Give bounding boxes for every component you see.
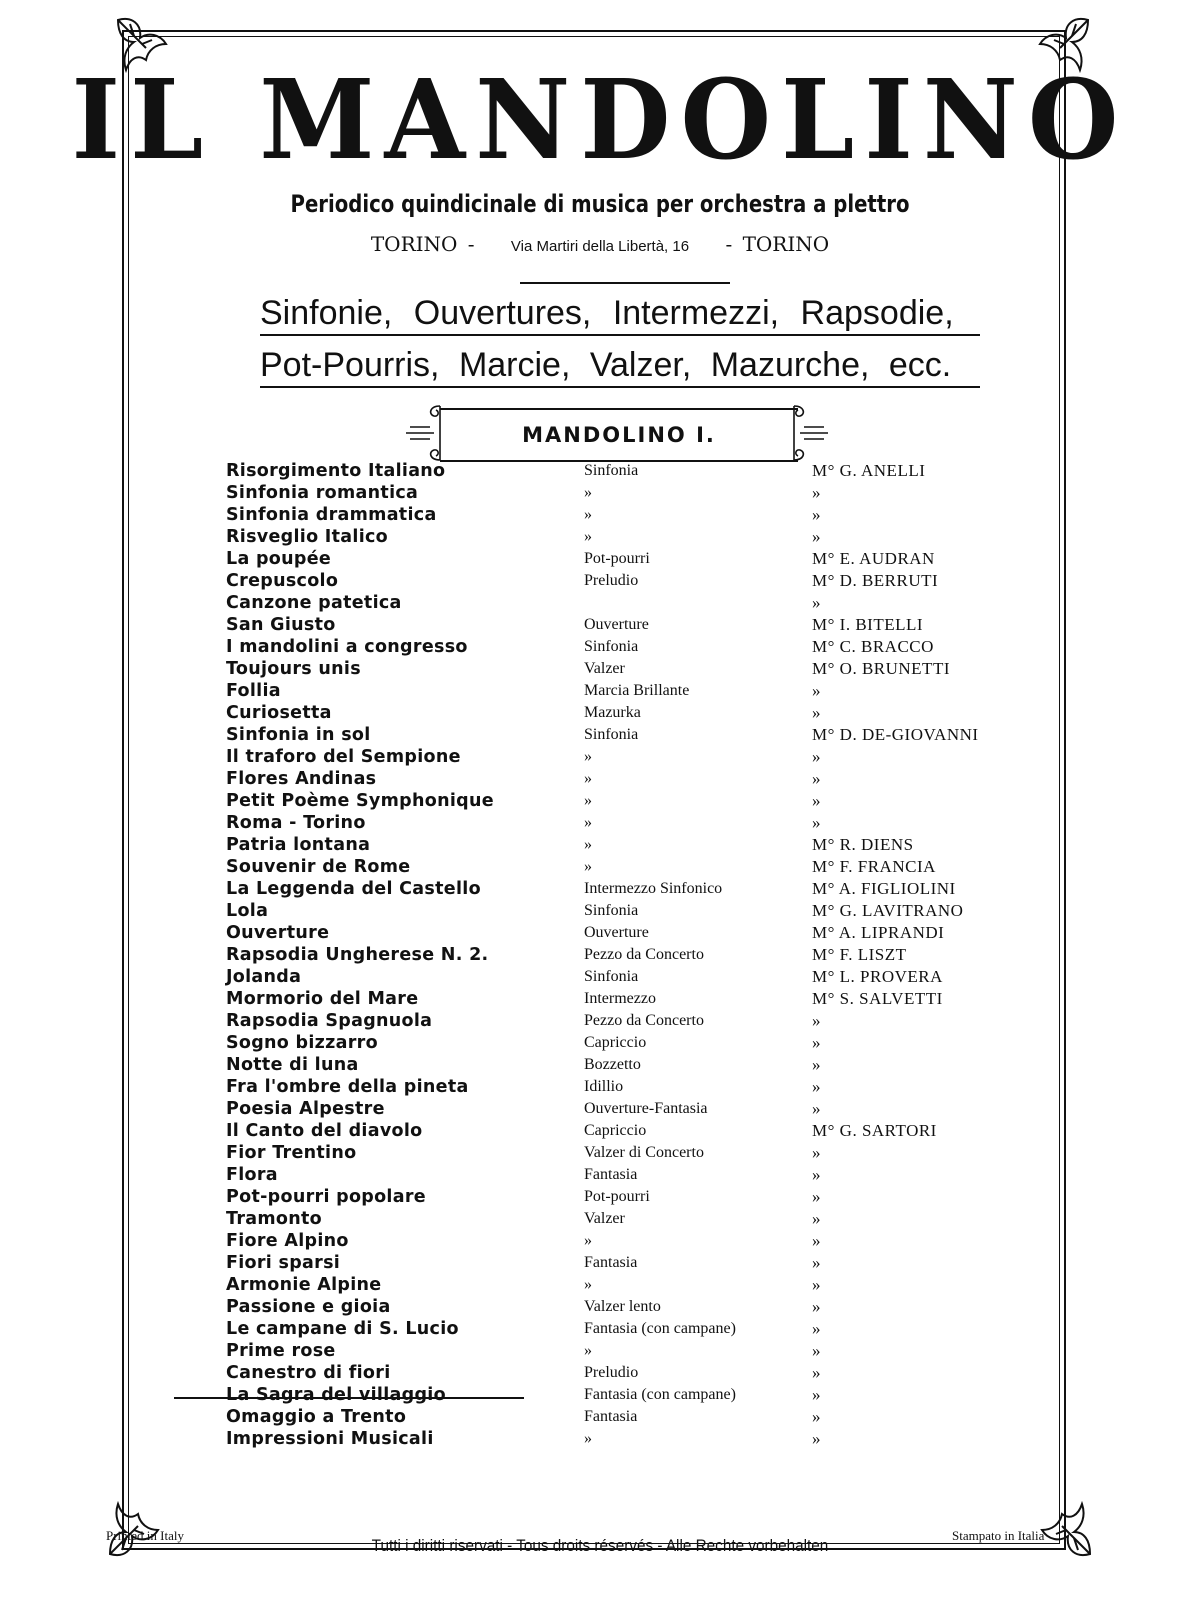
piece-title: Follia bbox=[226, 681, 281, 701]
piece-form: » bbox=[584, 506, 592, 523]
divider bbox=[520, 282, 730, 284]
catalog-row bbox=[222, 878, 1022, 900]
catalog-row bbox=[222, 1120, 1022, 1142]
piece-form: » bbox=[584, 836, 592, 853]
piece-composer: M° L. PROVERA bbox=[812, 967, 943, 986]
piece-form: Marcia Brillante bbox=[584, 682, 690, 699]
catalog-list bbox=[222, 460, 1022, 1450]
piece-title: Sinfonia romantica bbox=[226, 483, 419, 503]
piece-title: Rapsodia Spagnuola bbox=[226, 1011, 433, 1031]
catalog-row bbox=[222, 526, 1022, 548]
piece-composer: » bbox=[812, 593, 821, 612]
piece-form: Valzer di Concerto bbox=[584, 1144, 704, 1161]
scroll-ornament-icon bbox=[404, 400, 444, 466]
piece-form: Ouverture-Fantasia bbox=[584, 1100, 708, 1117]
piece-form: Sinfonia bbox=[584, 968, 639, 985]
piece-composer: » bbox=[812, 703, 821, 722]
piece-composer: » bbox=[812, 1363, 821, 1382]
catalog-row bbox=[222, 614, 1022, 636]
piece-composer: M° F. LISZT bbox=[812, 945, 907, 964]
piece-composer: » bbox=[812, 1055, 821, 1074]
piece-title: Tramonto bbox=[226, 1209, 322, 1229]
catalog-row bbox=[222, 1164, 1022, 1186]
piece-title: Il traforo del Sempione bbox=[226, 747, 461, 767]
genres-line-1: Sinfonie, Ouvertures, Intermezzi, Rapsodie, bbox=[260, 292, 980, 336]
publisher-address bbox=[0, 232, 1200, 256]
piece-form: Intermezzo bbox=[584, 990, 656, 1007]
piece-composer: » bbox=[812, 1319, 821, 1338]
piece-title: Fiore Alpino bbox=[226, 1231, 349, 1251]
catalog-row bbox=[222, 834, 1022, 856]
piece-composer: M° C. BRACCO bbox=[812, 637, 934, 656]
catalog-row bbox=[222, 922, 1022, 944]
scroll-ornament-icon bbox=[790, 400, 830, 466]
catalog-row bbox=[222, 1054, 1022, 1076]
piece-composer: M° G. LAVITRANO bbox=[812, 901, 964, 920]
footer-right: Stampato in Italia bbox=[952, 1528, 1045, 1543]
piece-form: Idillio bbox=[584, 1078, 624, 1095]
piece-title: Fiori sparsi bbox=[226, 1253, 341, 1273]
piece-composer: » bbox=[812, 1297, 821, 1316]
piece-composer: » bbox=[812, 769, 821, 788]
piece-title: Fior Trentino bbox=[226, 1143, 357, 1163]
catalog-row bbox=[222, 1208, 1022, 1230]
piece-form: Fantasia bbox=[584, 1408, 638, 1425]
piece-composer: » bbox=[812, 1011, 821, 1030]
piece-composer: M° F. FRANCIA bbox=[812, 857, 936, 876]
piece-title: Flores Andinas bbox=[226, 769, 377, 789]
piece-title: Notte di luna bbox=[226, 1055, 359, 1075]
catalog-row bbox=[222, 988, 1022, 1010]
piece-composer: » bbox=[812, 1099, 821, 1118]
street-address: Via Martiri della Libertà, 16 bbox=[510, 238, 690, 255]
piece-composer: » bbox=[812, 1209, 821, 1228]
piece-composer: M° O. BRUNETTI bbox=[812, 659, 950, 678]
catalog-row bbox=[222, 790, 1022, 812]
piece-title: Toujours unis bbox=[226, 659, 361, 679]
piece-form: Fantasia bbox=[584, 1166, 638, 1183]
piece-composer: » bbox=[812, 1407, 821, 1426]
catalog-row bbox=[222, 702, 1022, 724]
piece-composer: » bbox=[812, 1253, 821, 1272]
footer-left: Printed in Italy bbox=[106, 1528, 184, 1543]
piece-title: Sinfonia drammatica bbox=[226, 505, 437, 525]
piece-form: » bbox=[584, 1430, 592, 1447]
piece-form: » bbox=[584, 1232, 592, 1249]
piece-title: Poesia Alpestre bbox=[226, 1099, 385, 1119]
piece-title: Lola bbox=[226, 901, 269, 921]
piece-form: Pezzo da Concerto bbox=[584, 1012, 704, 1029]
piece-title: La Sagra del villaggio bbox=[226, 1385, 446, 1405]
piece-form: Fantasia bbox=[584, 1254, 638, 1271]
piece-composer: » bbox=[812, 791, 821, 810]
piece-title: Pot-pourri popolare bbox=[226, 1187, 426, 1207]
piece-composer: M° D. BERRUTI bbox=[812, 571, 939, 590]
piece-title: La Leggenda del Castello bbox=[226, 879, 481, 899]
piece-title: Crepuscolo bbox=[226, 571, 339, 591]
catalog-row bbox=[222, 1252, 1022, 1274]
catalog-row bbox=[222, 944, 1022, 966]
catalog-row bbox=[222, 1274, 1022, 1296]
catalog-row bbox=[222, 570, 1022, 592]
piece-composer: » bbox=[812, 1275, 821, 1294]
catalog-row bbox=[222, 768, 1022, 790]
piece-form: » bbox=[584, 748, 592, 765]
catalog-row bbox=[222, 1296, 1022, 1318]
catalog-row bbox=[222, 548, 1022, 570]
piece-form: » bbox=[584, 792, 592, 809]
piece-composer: » bbox=[812, 527, 821, 546]
piece-form: Sinfonia bbox=[584, 638, 639, 655]
catalog-row bbox=[222, 592, 1022, 614]
piece-form: » bbox=[584, 1342, 592, 1359]
piece-composer: M° D. DE-GIOVANNI bbox=[812, 725, 979, 744]
piece-composer: » bbox=[812, 747, 821, 766]
piece-form: Preludio bbox=[584, 1364, 639, 1381]
catalog-row bbox=[222, 1098, 1022, 1120]
piece-title: San Giusto bbox=[226, 615, 336, 635]
piece-title: Risveglio Italico bbox=[226, 527, 388, 547]
piece-title: Mormorio del Mare bbox=[226, 989, 419, 1009]
piece-form: Pot-pourri bbox=[584, 1188, 650, 1205]
piece-form: Capriccio bbox=[584, 1034, 647, 1051]
piece-title: Petit Poème Symphonique bbox=[226, 791, 494, 811]
catalog-row bbox=[222, 746, 1022, 768]
piece-composer: » bbox=[812, 483, 821, 502]
catalog-row bbox=[222, 1010, 1022, 1032]
catalog-row bbox=[222, 504, 1022, 526]
piece-title: Souvenir de Rome bbox=[226, 857, 411, 877]
piece-title: Sogno bizzarro bbox=[226, 1033, 378, 1053]
piece-title: Armonie Alpine bbox=[226, 1275, 382, 1295]
piece-form: Valzer bbox=[584, 660, 625, 677]
catalog-row bbox=[222, 724, 1022, 746]
catalog-row bbox=[222, 482, 1022, 504]
catalog-row bbox=[222, 1428, 1022, 1450]
piece-composer: » bbox=[812, 1429, 821, 1448]
catalog-row bbox=[222, 1406, 1022, 1428]
piece-composer: » bbox=[812, 1187, 821, 1206]
piece-title: Impressioni Musicali bbox=[226, 1429, 434, 1449]
piece-title: I mandolini a congresso bbox=[226, 637, 468, 657]
catalog-row bbox=[222, 900, 1022, 922]
piece-title: Fra l'ombre della pineta bbox=[226, 1077, 469, 1097]
piece-form: » bbox=[584, 770, 592, 787]
piece-title: Curiosetta bbox=[226, 703, 332, 723]
address-separator: - bbox=[467, 232, 475, 256]
page-title: IL MANDOLINO bbox=[71, 54, 1129, 185]
piece-form: Mazurka bbox=[584, 704, 641, 721]
piece-composer: » bbox=[812, 505, 821, 524]
piece-title: Omaggio a Trento bbox=[226, 1407, 407, 1427]
piece-composer: » bbox=[812, 1165, 821, 1184]
piece-form: Pezzo da Concerto bbox=[584, 946, 704, 963]
catalog-row bbox=[222, 1230, 1022, 1252]
piece-form: Fantasia (con campane) bbox=[584, 1320, 736, 1337]
piece-title: Rapsodia Ungherese N. 2. bbox=[226, 945, 489, 965]
piece-title: Sinfonia in sol bbox=[226, 725, 371, 745]
piece-form: Capriccio bbox=[584, 1122, 647, 1139]
catalog-row bbox=[222, 658, 1022, 680]
piece-form: Pot-pourri bbox=[584, 550, 650, 567]
piece-form: Sinfonia bbox=[584, 902, 639, 919]
piece-title: Risorgimento Italiano bbox=[226, 461, 446, 481]
piece-composer: » bbox=[812, 1077, 821, 1096]
piece-form: Intermezzo Sinfonico bbox=[584, 880, 723, 897]
piece-title: Jolanda bbox=[226, 967, 302, 987]
piece-composer: » bbox=[812, 813, 821, 832]
footer-rights: Tutti i diritti riservati - Tous droits réservés - Alle Rechte vorbehalten bbox=[371, 1536, 829, 1555]
piece-form: Sinfonia bbox=[584, 462, 639, 479]
piece-composer: M° S. SALVETTI bbox=[812, 989, 943, 1008]
piece-form: Ouverture bbox=[584, 924, 649, 941]
piece-form: » bbox=[584, 1276, 592, 1293]
piece-composer: » bbox=[812, 1033, 821, 1052]
catalog-row bbox=[222, 1076, 1022, 1098]
catalog-row bbox=[222, 1032, 1022, 1054]
piece-title: Roma - Torino bbox=[226, 813, 366, 833]
catalog-row bbox=[222, 680, 1022, 702]
city-left: TORINO bbox=[370, 232, 458, 256]
piece-composer: » bbox=[812, 1143, 821, 1162]
piece-form: Preludio bbox=[584, 572, 639, 589]
piece-form: Valzer bbox=[584, 1210, 625, 1227]
piece-composer: M° A. FIGLIOLINI bbox=[812, 879, 956, 898]
piece-composer: M° G. ANELLI bbox=[812, 461, 926, 480]
piece-composer: M° I. BITELLI bbox=[812, 615, 924, 634]
catalog-row bbox=[222, 636, 1022, 658]
section-banner: MANDOLINO I. bbox=[440, 408, 798, 462]
piece-form: » bbox=[584, 484, 592, 501]
piece-title: Il Canto del diavolo bbox=[226, 1121, 423, 1141]
piece-composer: » bbox=[812, 1341, 821, 1360]
piece-form: Bozzetto bbox=[584, 1056, 641, 1073]
address-separator: - bbox=[725, 232, 733, 256]
piece-composer: M° R. DIENS bbox=[812, 835, 914, 854]
catalog-row bbox=[222, 1318, 1022, 1340]
piece-title: Patria lontana bbox=[226, 835, 371, 855]
piece-title: Flora bbox=[226, 1165, 278, 1185]
piece-composer: » bbox=[812, 681, 821, 700]
catalog-row bbox=[222, 966, 1022, 988]
piece-form: Fantasia (con campane) bbox=[584, 1386, 736, 1403]
catalog-row bbox=[222, 1384, 1022, 1406]
piece-form: Ouverture bbox=[584, 616, 649, 633]
piece-form: » bbox=[584, 858, 592, 875]
piece-title: Canzone patetica bbox=[226, 593, 402, 613]
catalog-row bbox=[222, 1186, 1022, 1208]
piece-title: Canestro di fiori bbox=[226, 1363, 391, 1383]
piece-composer: » bbox=[812, 1231, 821, 1250]
piece-title: Le campane di S. Lucio bbox=[226, 1319, 459, 1339]
catalog-row bbox=[222, 1362, 1022, 1384]
piece-form: Valzer lento bbox=[584, 1298, 661, 1315]
catalog-row bbox=[222, 1340, 1022, 1362]
genres-line-2: Pot-Pourris, Marcie, Valzer, Mazurche, ecc. bbox=[260, 344, 980, 388]
catalog-row bbox=[222, 856, 1022, 878]
catalog-row bbox=[222, 1142, 1022, 1164]
piece-form: Sinfonia bbox=[584, 726, 639, 743]
city-right: TORINO bbox=[742, 232, 830, 256]
catalog-row bbox=[222, 812, 1022, 834]
piece-form: » bbox=[584, 814, 592, 831]
piece-title: Passione e gioia bbox=[226, 1297, 391, 1317]
piece-composer: » bbox=[812, 1385, 821, 1404]
piece-title: La poupée bbox=[226, 549, 332, 569]
piece-composer: M° G. SARTORI bbox=[812, 1121, 937, 1140]
divider bbox=[174, 1397, 524, 1399]
page-subtitle: Periodico quindicinale di musica per orchestra a plettro bbox=[290, 190, 910, 218]
piece-title: Prime rose bbox=[226, 1341, 336, 1361]
piece-composer: M° A. LIPRANDI bbox=[812, 923, 945, 942]
piece-composer: M° E. AUDRAN bbox=[812, 549, 935, 568]
piece-title: Ouverture bbox=[226, 923, 330, 943]
catalog-row bbox=[222, 460, 1022, 482]
piece-form: » bbox=[584, 528, 592, 545]
